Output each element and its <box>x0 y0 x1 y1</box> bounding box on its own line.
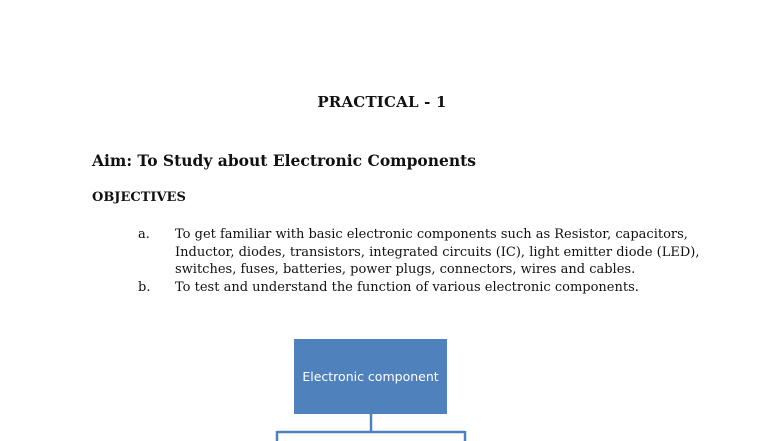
page-title: PRACTICAL - 1 <box>317 93 447 111</box>
objectives-heading: OBJECTIVES <box>92 190 186 205</box>
aim-heading: Aim: To Study about Electronic Components <box>92 151 477 170</box>
list-item-marker: a. <box>138 227 150 242</box>
list-item-text: To test and understand the function of various electronic components. <box>175 279 639 295</box>
diagram-root-label: Electronic component <box>302 369 439 384</box>
list-item-marker: b. <box>138 279 151 295</box>
list-item-text: To get familiar with basic electronic components such as Resistor, capacitors, Inductor, diodes, transistors, integrated circuits (IC), light emitter diode (LED), switches, fuses, batteries, power plugs, connectors, wires and cables. <box>175 227 700 277</box>
